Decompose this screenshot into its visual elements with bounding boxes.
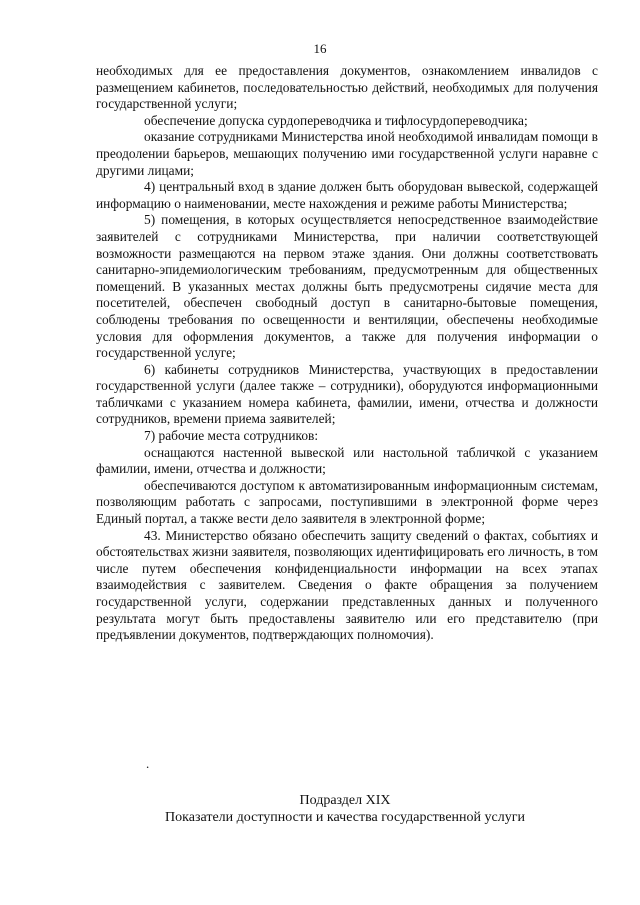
paragraph: 4) центральный вход в здание должен быть оборудован вывеской, содержащей информацию о наименовании, месте нахождения и режиме работы Министерства; — [96, 179, 598, 211]
paragraph: обеспечиваются доступом к автоматизированным информационным системам, позволяющим работать с запросами, поступившими в электронной форме через Единый портал, а также вести дело заявителя в электронной форме; — [96, 477, 598, 527]
page-number: 16 — [313, 41, 327, 56]
paragraph: 43. Министерство обязано обеспечить защиту сведений о фактах, событиях и обстоятельствах жизни заявителя, позволяющих идентифицировать его личность, в том числе путем обеспечения конфиденциальности информации на всех этапах взаимодействия с заявителем. Сведения о факте обращения за получением государственной услуги, содержании представленных данных и полученного результата могут быть предоставлены заявителю или его представителю (при предъявлении документов, подтверждающих полномочия). — [96, 527, 598, 643]
body-text — [96, 63, 598, 644]
paragraph: 6) кабинеты сотрудников Министерства, участвующих в предоставлении государственной услуги (далее также – сотрудники), оборудуются информационными табличками с указанием номера кабинета, фамилии, имени, отчества и должности сотрудников, времени приема заявителей; — [96, 361, 598, 427]
paragraph: 5) помещения, в которых осуществляется непосредственное взаимодействие заявителей с сотрудниками Министерства, при наличии соответствующей возможности размещаются на первом этаже здания. Они должны соответствовать санитарно-эпидемиологическим требованиям, предусмотренным для общественных помещений. В указанных местах должны быть предусмотрены сидячие места для посетителей, обеспечен свободный доступ в санитарно-бытовые помещения, соблюдены требования по освещенности и вентиляции, обеспечены необходимые условия для оформления документов, а также для получения информации о государственной услуге; — [96, 212, 598, 361]
subsection-heading: Подраздел XIX — [299, 793, 391, 808]
paragraph: оснащаются настенной вывеской или настольной табличкой с указанием фамилии, имени, отчества и должности; — [96, 444, 598, 477]
paragraph: необходимых для ее предоставления документов, ознакомлением инвалидов с размещением кабинетов, последовательностью действий, необходимых для получения государственной услуги; — [96, 63, 598, 112]
section-title: Показатели доступности и качества государственной услуги — [165, 810, 525, 825]
stray-mark: . — [146, 756, 150, 771]
paragraph: 7) рабочие места сотрудников: — [144, 428, 319, 444]
paragraph: оказание сотрудниками Министерства иной необходимой инвалидам помощи в преодолении барьеров, мешающих получению ими государственной услуги наравне с другими лицами; — [96, 129, 598, 178]
paragraph: обеспечение допуска сурдопереводчика и тифлосурдопереводчика; — [144, 112, 528, 128]
